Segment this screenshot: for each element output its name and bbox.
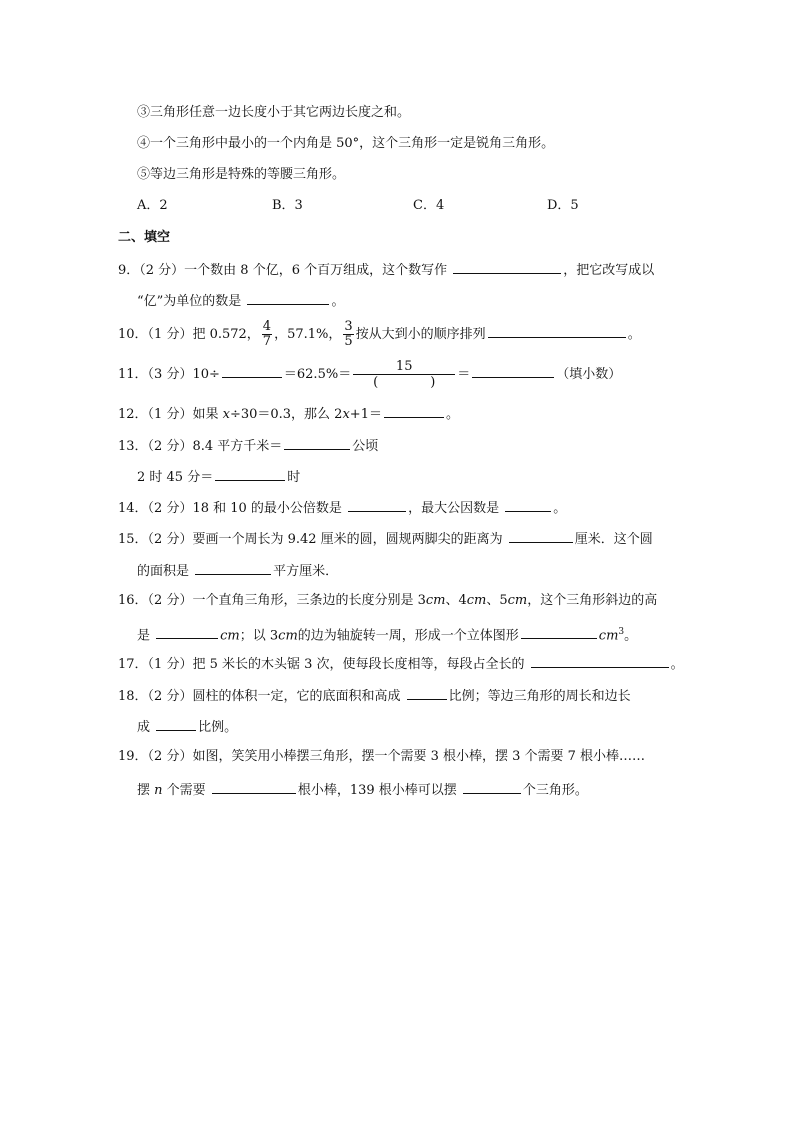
q18-text-d: 比例。 [198, 720, 238, 735]
statement-4: ④一个三角形中最小的一个内角是 50°，这个三角形一定是锐角三角形。 [137, 136, 555, 151]
q16-text-g: 的边为轴旋转一周，形成一个立体图形 [297, 628, 519, 644]
q17-text-b: 。 [670, 657, 684, 672]
q10-fraction-2 [343, 320, 353, 349]
question-15-cont [137, 561, 338, 581]
q13-text-a: 13．（2 分）8.4 平方千米＝ [118, 439, 283, 454]
q11-text-b: ＝62.5%＝ [283, 367, 352, 382]
q11-den[interactable]: ( ) [373, 375, 436, 390]
q13-text-d: 时 [287, 470, 301, 485]
q16-blank-1[interactable] [156, 625, 218, 639]
q12-text-a: 12．（1 分）如果 [118, 407, 219, 422]
question-16-cont [137, 623, 637, 645]
q9-text-d: 。 [331, 294, 345, 309]
section-title: 二、填空 [118, 230, 171, 245]
q11-blank-2[interactable] [472, 364, 554, 378]
q19-text-d: 根小棒，139 根小棒可以摆 [297, 783, 457, 798]
q11-text-a: 11．（3 分）10÷ [118, 367, 220, 382]
q9-blank-1[interactable] [453, 260, 561, 274]
q16-unit-2: cm [466, 593, 487, 608]
q15-text-d: 平方厘米． [273, 564, 339, 579]
question-14 [118, 498, 566, 518]
q10-text-a: 10．（1 分）把 0.572， [118, 327, 260, 342]
q14-blank-1[interactable] [348, 498, 406, 512]
question-18 [118, 686, 631, 706]
question-13-cont [137, 467, 300, 487]
question-15 [118, 529, 653, 549]
q12-blank[interactable] [384, 404, 444, 418]
q9-blank-2[interactable] [247, 291, 329, 305]
question-16 [118, 592, 657, 610]
q16-text-a: 16．（2 分）一个直角三角形，三条边的长度分别是 3 [118, 593, 426, 608]
q18-text-a: 18．（2 分）圆柱的体积一定，它的底面积和高成 [118, 689, 401, 704]
q14-text-a: 14．（2 分）18 和 10 的最小公倍数是 [118, 501, 342, 516]
option-c: C．4 [413, 198, 445, 213]
q19-text-c: 个需要 [166, 783, 206, 798]
q19-text-b: 摆 [137, 783, 151, 798]
q16-unit-3: cm [507, 593, 528, 608]
q12-text-c: +1＝ [349, 407, 382, 422]
q19-text-a: 19．（2 分）如图，笑笑用小棒摆三角形，摆一个需要 3 根小棒，摆 3 个需要 7 根小棒…… [118, 749, 646, 764]
q11-fraction [353, 359, 455, 390]
q17-text-a: 17．（1 分）把 5 米长的木头锯 3 次，使每段长度相等，每段占全长的 [118, 657, 525, 672]
question-10 [118, 318, 641, 352]
option-d: D．5 [547, 198, 579, 213]
q16-unit-6: cm [598, 628, 619, 644]
q11-text-d: （填小数） [556, 367, 622, 382]
question-19 [118, 748, 645, 766]
q14-text-c: 。 [553, 501, 567, 516]
q10-f1-den: 7 [262, 334, 272, 349]
q16-blank-2[interactable] [521, 625, 597, 639]
q14-blank-2[interactable] [505, 498, 551, 512]
q15-text-c: 的面积是 [137, 564, 190, 579]
question-13 [118, 436, 378, 456]
q16-text-f: ；以 3 [239, 628, 279, 644]
question-19-cont [137, 780, 588, 800]
q9-text-b: ，把它改写成以 [563, 263, 655, 278]
q18-blank-2[interactable] [156, 717, 196, 731]
q10-f2-num: 3 [344, 319, 353, 334]
q9-text-a: 9．（2 分）一个数由 8 个亿，6 个百万组成，这个数写作 [118, 263, 448, 278]
q10-blank[interactable] [488, 324, 626, 338]
q16-text-d: ，这个三角形斜边的高 [527, 593, 658, 608]
q12-var-x: x [222, 407, 230, 422]
q11-blank-1[interactable] [222, 364, 282, 378]
q16-superscript: 3 [618, 627, 625, 637]
q19-var-n: n [154, 783, 163, 798]
q12-text-d: 。 [445, 407, 459, 422]
question-12 [118, 404, 459, 424]
q11-num: 15 [353, 359, 455, 375]
q19-blank-1[interactable] [212, 780, 296, 794]
q16-unit-4: cm [220, 628, 240, 644]
q10-f1-num: 4 [262, 319, 272, 334]
q9-text-c: “亿”为单位的数是 [137, 294, 242, 309]
question-18-cont [137, 717, 237, 737]
q16-unit-5: cm [278, 628, 298, 644]
q13-blank-1[interactable] [284, 436, 350, 450]
q10-fraction-1 [262, 320, 272, 349]
q16-unit-1: cm [425, 593, 446, 608]
q15-text-b: 厘米．这个圆 [574, 532, 653, 547]
q17-blank[interactable] [531, 654, 669, 668]
question-9-cont [137, 291, 344, 311]
question-9 [118, 260, 654, 280]
q10-text-b: ，57.1%， [274, 327, 342, 342]
question-11 [118, 358, 621, 392]
option-a: A．2 [137, 198, 168, 213]
q19-text-e: 个三角形。 [522, 783, 588, 798]
q18-text-c: 成 [137, 720, 151, 735]
q11-text-c: ＝ [457, 367, 471, 382]
q15-blank-2[interactable] [195, 561, 271, 575]
q16-text-e: 是 [137, 628, 151, 644]
q10-text-d: 。 [627, 327, 641, 342]
statement-5: ⑤等边三角形是特殊的等腰三角形。 [137, 167, 346, 182]
q16-text-c: 、5 [486, 593, 508, 608]
q12-var-x2: x [342, 407, 350, 422]
q14-text-b: ，最大公因数是 [408, 501, 500, 516]
q19-blank-2[interactable] [463, 780, 521, 794]
statement-3: ③三角形任意一边长度小于其它两边长度之和。 [137, 105, 411, 120]
q10-f2-den: 5 [344, 334, 353, 349]
q16-text-b: 、4 [445, 593, 467, 608]
q18-text-b: 比例；等边三角形的周长和边长 [448, 689, 631, 704]
q13-text-c: 2 时 45 分＝ [137, 470, 214, 485]
option-b: B．3 [272, 198, 303, 213]
q10-text-c: 按从大到小的顺序排列 [355, 327, 486, 342]
q15-text-a: 15．（2 分）要画一个周长为 9.42 厘米的圆，圆规两脚尖的距离为 [118, 532, 503, 547]
question-17 [118, 654, 684, 674]
q12-text-b: ÷30＝0.3，那么 2 [229, 407, 343, 422]
q13-blank-2[interactable] [215, 467, 285, 481]
q18-blank-1[interactable] [407, 686, 447, 700]
q13-text-b: 公顷 [352, 439, 379, 454]
q16-text-h: 。 [624, 628, 638, 644]
q15-blank-1[interactable] [509, 529, 573, 543]
